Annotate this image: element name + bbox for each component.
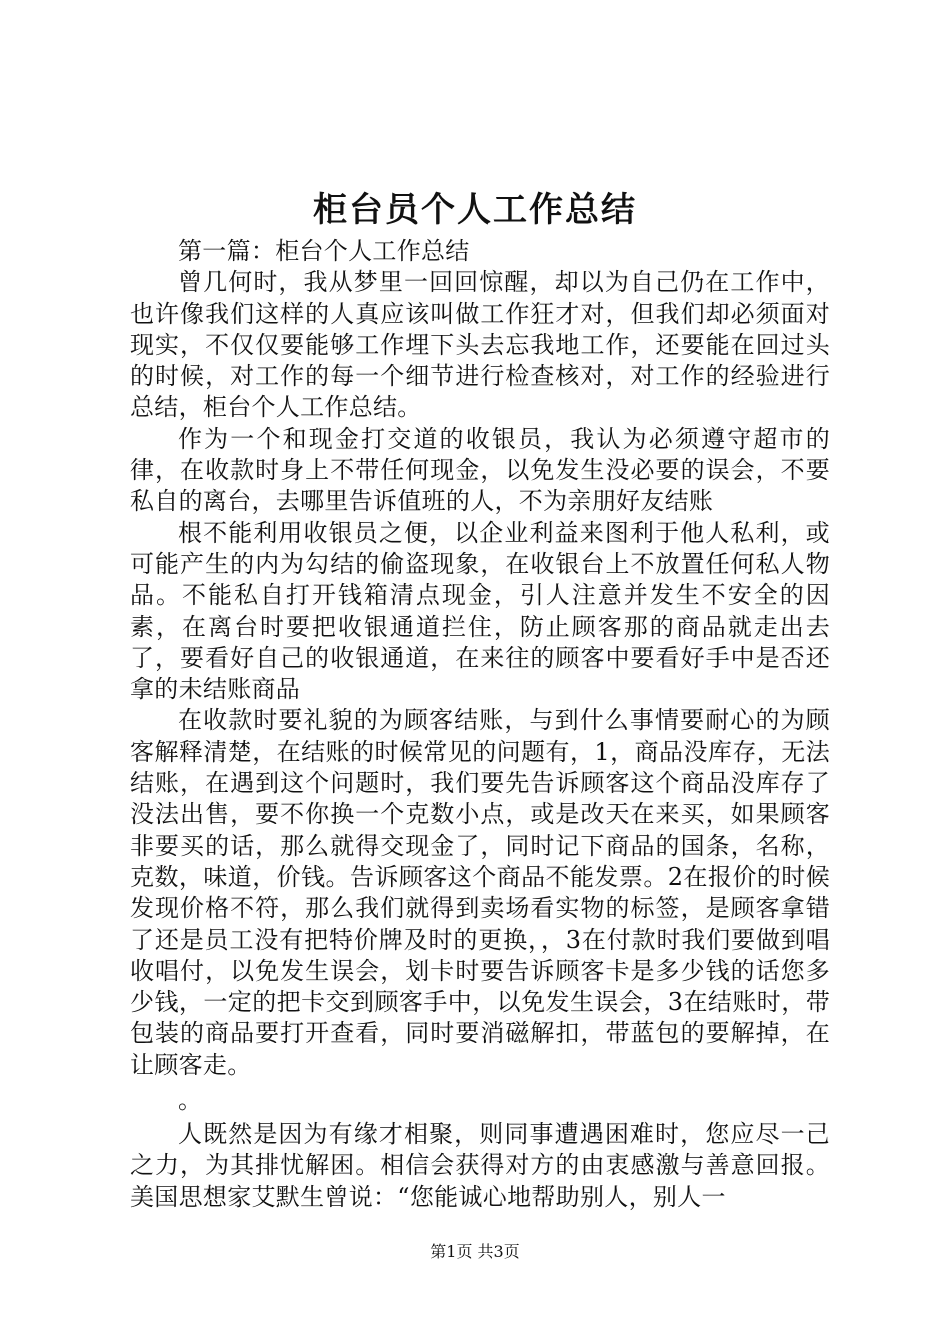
paragraph: 曾几何时，我从梦里一回回惊醒，却以为自己仍在工作中，也许像我们这样的人真应该叫做工作狂才对，但我们却必须面对现实，不仅仅要能够工作埋下头去忘我地工作，还要能在回过头的时候，对工作的每一个细节进行检查核对，对工作的经验进行总结，柜台个人工作总结。 (130, 268, 830, 422)
section-heading: 第一篇：柜台个人工作总结 (178, 237, 470, 265)
paragraph: 人既然是因为有缘才相聚，则同事遭遇困难时，您应尽一己之力，为其排忧解困。相信会获得对方的由衷感激与善意回报。美国思想家艾默生曾说：“您能诚心地帮助别人，别人一 (130, 1120, 830, 1211)
paragraph: 。 (178, 1086, 203, 1115)
paragraph: 根不能利用收银员之便，以企业利益来图利于他人私利，或可能产生的内为勾结的偷盗现象，在收银台上不放置任何私人物品。不能私自打开钱箱清点现金，引人注意并发生不安全的因素，在离台时要把收银通道拦住，防止顾客那的商品就走出去了，要看好自己的收银通道，在来往的顾客中要看好手中是否还拿的未结账商品 (130, 518, 830, 704)
page-footer: 第1页 共3页 (430, 1242, 520, 1261)
document-body (130, 236, 830, 1213)
document-title: 柜台员个人工作总结 (313, 190, 637, 230)
paragraph: 在收款时要礼貌的为顾客结账，与到什么事情要耐心的为顾客解释清楚，在结账的时候常见的问题有，1，商品没库存，无法结账，在遇到这个问题时，我们要先告诉顾客这个商品没库存了没法出售，要不你换一个克数小点，或是改天在来买，如果顾客非要买的话，那么就得交现金了，同时记下商品的国条，名称，克数，味道，价钱。告诉顾客这个商品不能发票。2在报价的时候发现价格不符，那么我们就得到卖场看实物的标签，是顾客拿错了还是员工没有把特价牌及时的更换，，3在付款时我们要做到唱收唱付，以免发生误会，划卡时要告诉顾客卡是多少钱的话您多少钱，一定的把卡交到顾客手中，以免发生误会，3在结账时，带包装的商品要打开查看，同时要消磁解扣，带蓝包的要解掉，在让顾客走。 (130, 706, 830, 1079)
paragraph: 作为一个和现金打交道的收银员，我认为必须遵守超市的律，在收款时身上不带任何现金，以免发生没必要的误会，不要私自的离台，去哪里告诉值班的人，不为亲朋好友结账 (130, 424, 830, 516)
